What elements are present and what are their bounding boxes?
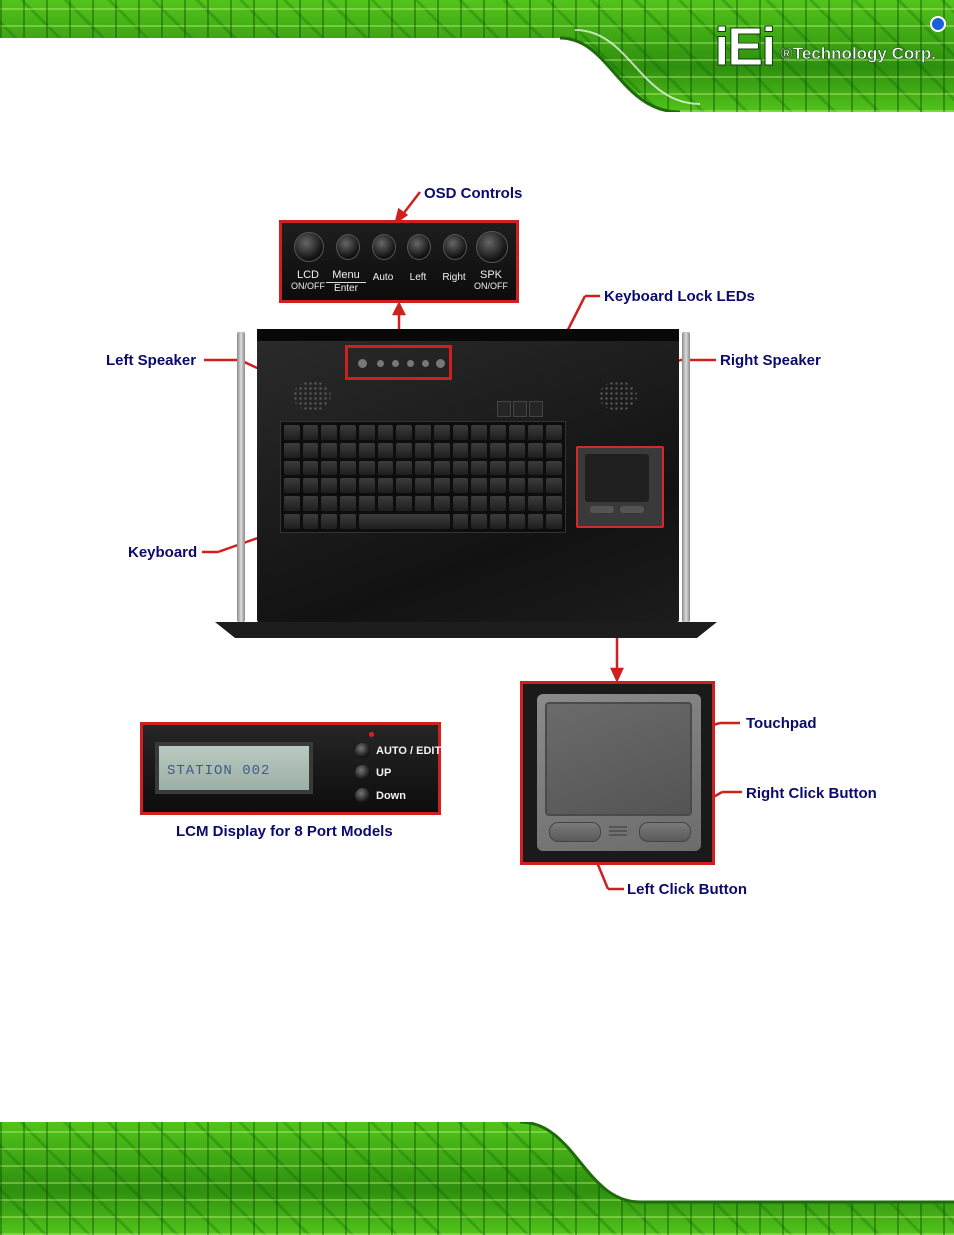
left-speaker-grill (293, 381, 331, 411)
right-rail (682, 332, 690, 622)
lcd-power-knob (294, 232, 324, 262)
osd-controls-panel (279, 220, 519, 303)
label-right-speaker: Right Speaker (720, 352, 821, 369)
osd-label-menu (326, 269, 366, 294)
osd-controls-mini-callout (345, 345, 452, 380)
label-touchpad: Touchpad (746, 715, 817, 732)
drawer-top-edge (257, 329, 679, 341)
touchpad-small-left-button (590, 506, 614, 513)
touchpad-surface (545, 702, 692, 816)
label-right-click-button: Right Click Button (746, 785, 877, 802)
mini-knob-spk (436, 359, 445, 368)
osd-label-lcd-bottom: ON/OFF (291, 281, 325, 291)
lcm-label-auto-edit: AUTO / EDIT (376, 745, 442, 757)
mini-knob-right (422, 360, 429, 367)
lcm-display-panel (140, 722, 441, 815)
logo-company-name: ®Technology Corp. (780, 44, 936, 63)
osd-label-right: Right (442, 272, 466, 283)
label-left-speaker: Left Speaker (106, 352, 197, 369)
logo-mark: iEi (714, 17, 775, 77)
label-left-click-button: Left Click Button (627, 881, 747, 898)
drawer-front-bezel (215, 622, 717, 638)
lcm-label-down: Down (376, 790, 406, 802)
touchpad-small-callout (576, 446, 664, 528)
osd-label-menu-bottom: Enter (334, 283, 358, 294)
label-osd-controls: OSD Controls (424, 185, 523, 202)
lcm-down-button (355, 788, 370, 803)
label-keyboard: Keyboard (128, 544, 198, 561)
lcm-up-button (355, 765, 370, 780)
left-rail (237, 332, 245, 622)
num-lock-led (513, 401, 527, 417)
right-speaker-grill (599, 381, 637, 411)
mini-knob-left (407, 360, 414, 367)
lcm-caption: LCM Display for 8 Port Models (176, 823, 393, 840)
right-knob (443, 234, 467, 260)
scroll-lock-led (529, 401, 543, 417)
touchpad-center-grip (609, 826, 627, 836)
osd-label-lcd-top: LCD (296, 269, 319, 281)
touchpad-right-click-button (639, 822, 691, 842)
osd-label-auto: Auto (372, 272, 394, 283)
mini-knob-auto (392, 360, 399, 367)
left-knob (407, 234, 431, 260)
lcm-status-led (369, 732, 374, 737)
touchpad-closeup (520, 681, 715, 865)
lcm-screen-text: STATION 002 (167, 763, 271, 779)
touchpad-left-click-button (549, 822, 601, 842)
caps-lock-led (497, 401, 511, 417)
speaker-power-knob (476, 231, 508, 263)
label-keyboard-lock-leds: Keyboard Lock LEDs (604, 288, 755, 305)
mini-knob-lcd (358, 359, 367, 368)
lcm-label-up: UP (376, 767, 392, 779)
touchpad-body (537, 694, 701, 851)
osd-label-left: Left (409, 272, 427, 283)
keyboard (280, 421, 566, 533)
menu-knob (336, 234, 360, 260)
osd-label-spk (471, 269, 511, 291)
osd-label-spk-bottom: ON/OFF (474, 281, 508, 291)
lcm-auto-edit-button (355, 743, 370, 758)
auto-knob (372, 234, 396, 260)
osd-label-spk-top: SPK (479, 269, 502, 281)
osd-label-menu-top: Menu (326, 269, 366, 283)
osd-label-lcd (288, 269, 328, 291)
keyboard-lock-leds (495, 398, 545, 418)
touchpad-small-right-button (620, 506, 644, 513)
touchpad-small-pad (585, 454, 649, 502)
mini-knob-menu (377, 360, 384, 367)
